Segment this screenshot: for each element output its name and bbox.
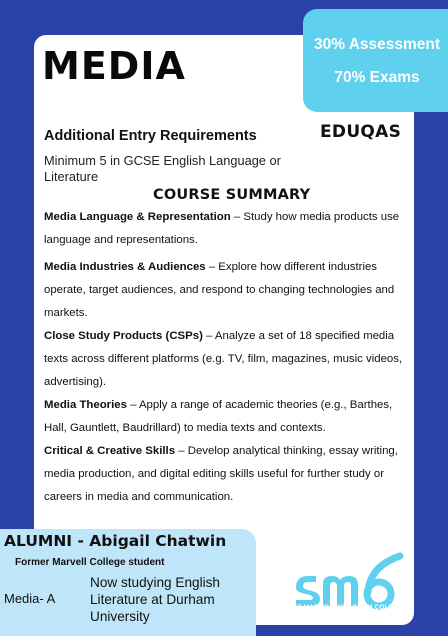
alumni-name: ALUMNI - Abigail Chatwin bbox=[4, 532, 227, 550]
summary-desc: – Develop analytical thinking, essay writing, media production, and digital editing skills useful for further study or careers in media and communication. bbox=[44, 445, 398, 503]
summary-term: Critical & Creative Skills bbox=[44, 445, 176, 457]
entry-requirements-text: Minimum 5 in GCSE English Language or Literature bbox=[44, 153, 281, 184]
summary-item bbox=[44, 440, 406, 509]
assessment-percentage: 30% Assessment bbox=[313, 36, 441, 53]
assessment-box bbox=[303, 9, 448, 112]
exam-board: EDUQAS bbox=[320, 122, 402, 142]
summary-item bbox=[44, 325, 406, 394]
summary-desc: – Apply a range of academic theories (e.g., Barthes, Hall, Gauntlett, Baudrillard) to media texts and contexts. bbox=[44, 399, 393, 434]
course-summary bbox=[44, 206, 406, 509]
alumni-destination: Now studying English Literature at Durham University bbox=[90, 575, 220, 624]
summary-term: Media Industries & Audiences bbox=[44, 261, 206, 273]
college-name: ST MARY'S SIXTH FORM COLLEGE bbox=[293, 604, 407, 611]
summary-item bbox=[44, 394, 406, 440]
summary-term: Media Language & Representation bbox=[44, 211, 231, 223]
summary-term: Media Theories bbox=[44, 399, 127, 411]
page-title: MEDIA bbox=[42, 44, 186, 88]
exams-percentage: 70% Exams bbox=[334, 69, 420, 86]
entry-requirements-heading: Additional Entry Requirements bbox=[44, 128, 257, 144]
alumni-grade: Media- A bbox=[4, 591, 56, 606]
alumni-former-college: Former Marvell College student bbox=[15, 557, 165, 568]
summary-desc: – Analyze a set of 18 specified media texts across different platforms (e.g. TV, film, magazines, music videos, advertising). bbox=[44, 330, 403, 388]
summary-item bbox=[44, 206, 406, 252]
summary-desc: – Study how media products use language and representations. bbox=[44, 211, 400, 246]
summary-desc: – Explore how different industries operate, target audiences, and respond to changing technologies and markets. bbox=[44, 261, 395, 319]
summary-term: Close Study Products (CSPs) bbox=[44, 330, 203, 342]
course-summary-heading: COURSE SUMMARY bbox=[153, 187, 311, 203]
summary-item bbox=[44, 256, 406, 325]
